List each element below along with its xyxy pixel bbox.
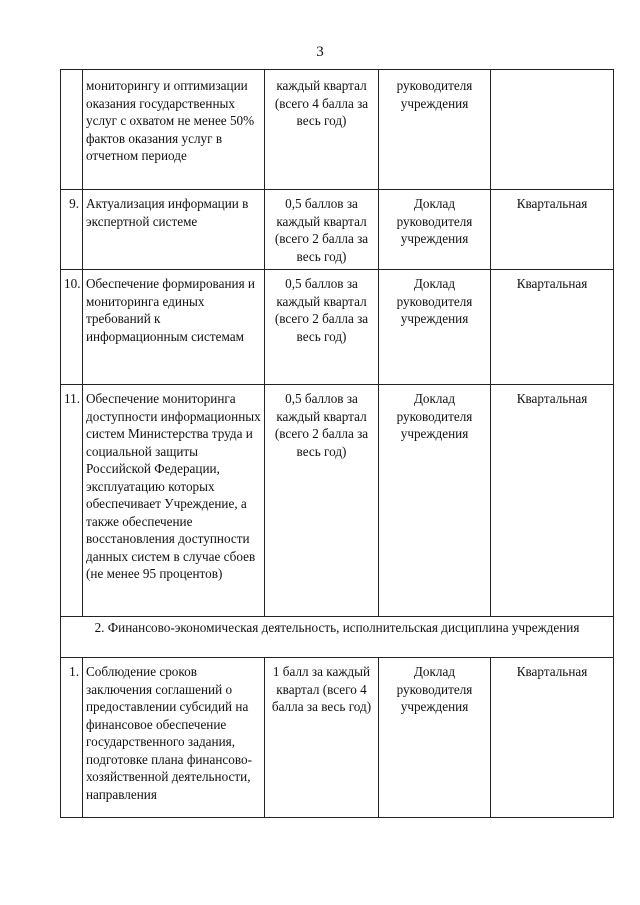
criterion-period: Квартальная xyxy=(491,270,614,385)
criterion-source: Доклад руководителя учреждения xyxy=(379,190,491,270)
criterion-name: Актуализация информации в экспертной системе xyxy=(83,190,265,270)
table-row xyxy=(61,190,614,270)
row-number xyxy=(61,70,83,190)
criterion-source: Доклад руководителя учреждения xyxy=(379,270,491,385)
criterion-score: каждый квартал (всего 4 балла за весь год) xyxy=(265,70,379,190)
row-number: 10. xyxy=(61,270,83,385)
criterion-score: 0,5 баллов за каждый квартал (всего 2 балла за весь год) xyxy=(265,385,379,617)
table-row xyxy=(61,270,614,385)
page-number: 3 xyxy=(316,44,324,60)
criterion-period: Квартальная xyxy=(491,190,614,270)
criterion-name: мониторингу и оптимизации оказания государственных услуг с охватом не менее 50% фактов оказания услуг в отчетном периоде xyxy=(83,70,265,190)
criterion-source: руководителя учреждения xyxy=(379,70,491,190)
row-number: 9. xyxy=(61,190,83,270)
row-number: 1. xyxy=(61,658,83,818)
table-row xyxy=(61,385,614,617)
section-heading-row xyxy=(61,617,614,658)
criterion-score: 0,5 баллов за каждый квартал (всего 2 балла за весь год) xyxy=(265,270,379,385)
section-heading: 2. Финансово-экономическая деятельность, исполнительская дисциплина учреждения xyxy=(61,617,614,658)
criteria-table xyxy=(60,69,614,818)
table-row xyxy=(61,658,614,818)
row-number: 11. xyxy=(61,385,83,617)
criterion-name: Соблюдение сроков заключения соглашений о предоставлении субсидий на финансовое обеспечение государственного задания, подготовке плана финансово-хозяйственной деятельности, направления xyxy=(83,658,265,818)
criterion-score: 1 балл за каждый квартал (всего 4 балла за весь год) xyxy=(265,658,379,818)
criterion-name: Обеспечение формирования и мониторинга единых требований к информационным системам xyxy=(83,270,265,385)
criterion-name: Обеспечение мониторинга доступности информационных систем Министерства труда и социальной защиты Российской Федерации, эксплуатацию которых обеспечивает Учреждение, а также обеспечение восстановления доступности данных систем в случае сбоев (не менее 95 процентов) xyxy=(83,385,265,617)
criterion-score: 0,5 баллов за каждый квартал (всего 2 балла за весь год) xyxy=(265,190,379,270)
criterion-period: Квартальная xyxy=(491,658,614,818)
table-row-continued xyxy=(61,70,614,190)
criterion-source: Доклад руководителя учреждения xyxy=(379,658,491,818)
criterion-period: Квартальная xyxy=(491,385,614,617)
criterion-source: Доклад руководителя учреждения xyxy=(379,385,491,617)
criterion-period xyxy=(491,70,614,190)
